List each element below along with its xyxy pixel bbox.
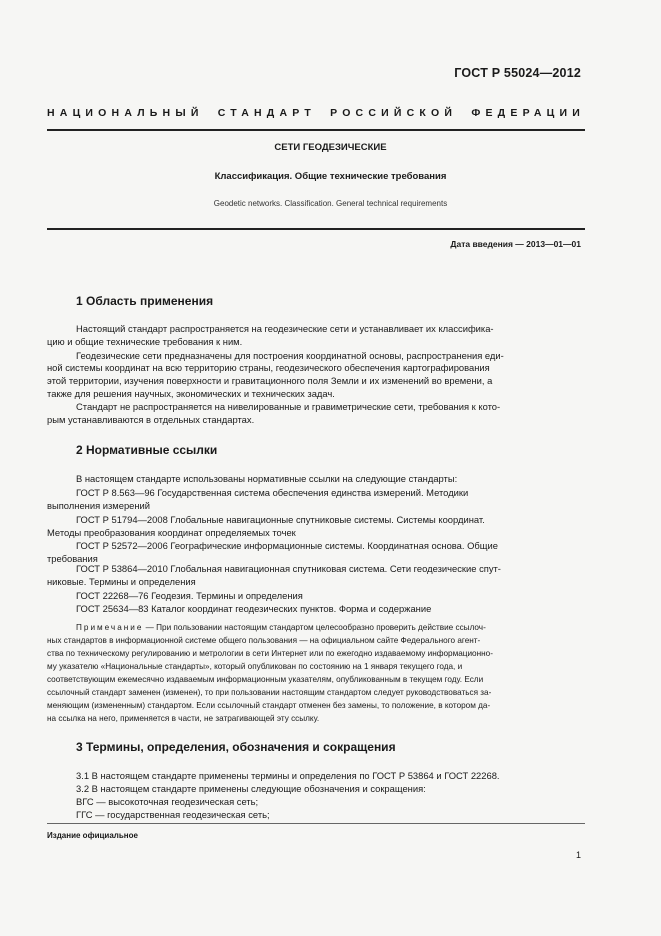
section-2-line: ГОСТ Р 52572—2006 Географические информационные системы. Координатная основа. Общие: [76, 540, 498, 551]
section-2-line: требования: [47, 553, 98, 564]
document-subtitle: Классификация. Общие технические требования: [214, 171, 447, 182]
note-line: меняющим (измененным) стандартом. Если ссылочный стандарт отменен без замены, то положение, в котором да-: [47, 701, 491, 710]
section-3-line: 3.2 В настоящем стандарте применены следующие обозначения и сокращения:: [76, 783, 426, 794]
note-line: ных стандартов в информационной системе общего пользования — на официальном сайте Федерального агент-: [47, 636, 481, 645]
section-2-line: Методы преобразования координат определяемых точек: [47, 527, 296, 538]
section-1-heading: 1 Область применения: [76, 294, 214, 308]
section-3-line: ВГС — высокоточная геодезическая сеть;: [76, 796, 259, 807]
section-2-line: ГОСТ 22268—76 Геодезия. Термины и определения: [76, 590, 303, 601]
section-2-line: ГОСТ Р 51794—2008 Глобальные навигационные спутниковые системы. Системы координат.: [76, 514, 485, 525]
note-line: на ссылка на него, применяется в части, не затрагивающей эту ссылку.: [47, 714, 320, 723]
section-1-line: ной системы координат на всю территорию страны, геодезического обеспечения картографирования: [47, 362, 490, 373]
note-line: ссылочный стандарт заменен (изменен), то при пользовании настоящим стандартом следует руководствоваться за-: [47, 688, 492, 697]
footer-divider: [47, 823, 585, 824]
edition-label: Издание официальное: [47, 831, 138, 840]
note-line: му указателю «Национальные стандарты», который опубликован по состоянию на 1 января текущего года, и: [47, 662, 463, 671]
section-2-line: никовые. Термины и определения: [47, 576, 196, 587]
top-divider: [47, 129, 585, 131]
section-3-line: 3.1 В настоящем стандарте применены термины и определения по ГОСТ Р 53864 и ГОСТ 22268.: [76, 770, 500, 781]
section-3-heading: 3 Термины, определения, обозначения и сокращения: [76, 740, 396, 754]
note-text: — При пользовании настоящим стандартом целесообразно проверить действие ссылоч-: [145, 623, 486, 632]
page-number: 1: [575, 850, 581, 860]
note-label: Примечание: [76, 623, 144, 632]
note-line: соответствующим ежемесячно издаваемым информационным указателям, опубликованным в текущем году. Если: [47, 675, 484, 684]
document-title: СЕТИ ГЕОДЕЗИЧЕСКИЕ: [274, 142, 387, 153]
section-1-line: Стандарт не распространяется на нивелированные и гравиметрические сети, требования к кото-: [76, 401, 501, 412]
section-3-line: ГГС — государственная геодезическая сеть;: [76, 809, 270, 820]
section-2-line: В настоящем стандарте использованы нормативные ссылки на следующие стандарты:: [76, 473, 458, 484]
section-1-line: Геодезические сети предназначены для построения координатной основы, распространения еди-: [76, 350, 504, 361]
section-1-line: цию и общие технические требования к ним.: [47, 336, 243, 347]
section-2-line: ГОСТ Р 53864—2010 Глобальная навигационная спутниковая система. Сети геодезические спут-: [76, 563, 501, 574]
introduction-date: Дата введения — 2013—01—01: [450, 239, 581, 249]
section-1-line: Настоящий стандарт распространяется на геодезические сети и устанавливает их классифика-: [76, 323, 494, 334]
document-title-english: Geodetic networks. Classification. General technical requirements: [213, 199, 448, 208]
national-standard-banner: НАЦИОНАЛЬНЫЙ СТАНДАРТ РОССИЙСКОЙ ФЕДЕРАЦИИ: [47, 107, 585, 119]
note-line: ства по техническому регулированию и метрологии в сети Интернет или по ежегодно издаваемому информационно-: [47, 649, 493, 658]
section-1-line: также для решения научных, экономических и технических задач.: [47, 388, 335, 399]
note-first-line: [76, 622, 486, 635]
section-2-line: ГОСТ 25634—83 Каталог координат геодезических пунктов. Форма и содержание: [76, 603, 432, 614]
section-1-line: рым устанавливаются в отдельных стандартах.: [47, 414, 255, 425]
title-divider: [47, 228, 585, 230]
section-2-heading: 2 Нормативные ссылки: [76, 443, 218, 457]
section-2-line: ГОСТ Р 8.563—96 Государственная система обеспечения единства измерений. Методики: [76, 487, 469, 498]
section-1-line: этой территории, изучения поверхности и гравитационного поля Земли и их изменений во времени, а: [47, 375, 493, 386]
section-2-line: выполнения измерений: [47, 500, 151, 511]
gost-code: ГОСТ Р 55024—2012: [454, 66, 581, 80]
